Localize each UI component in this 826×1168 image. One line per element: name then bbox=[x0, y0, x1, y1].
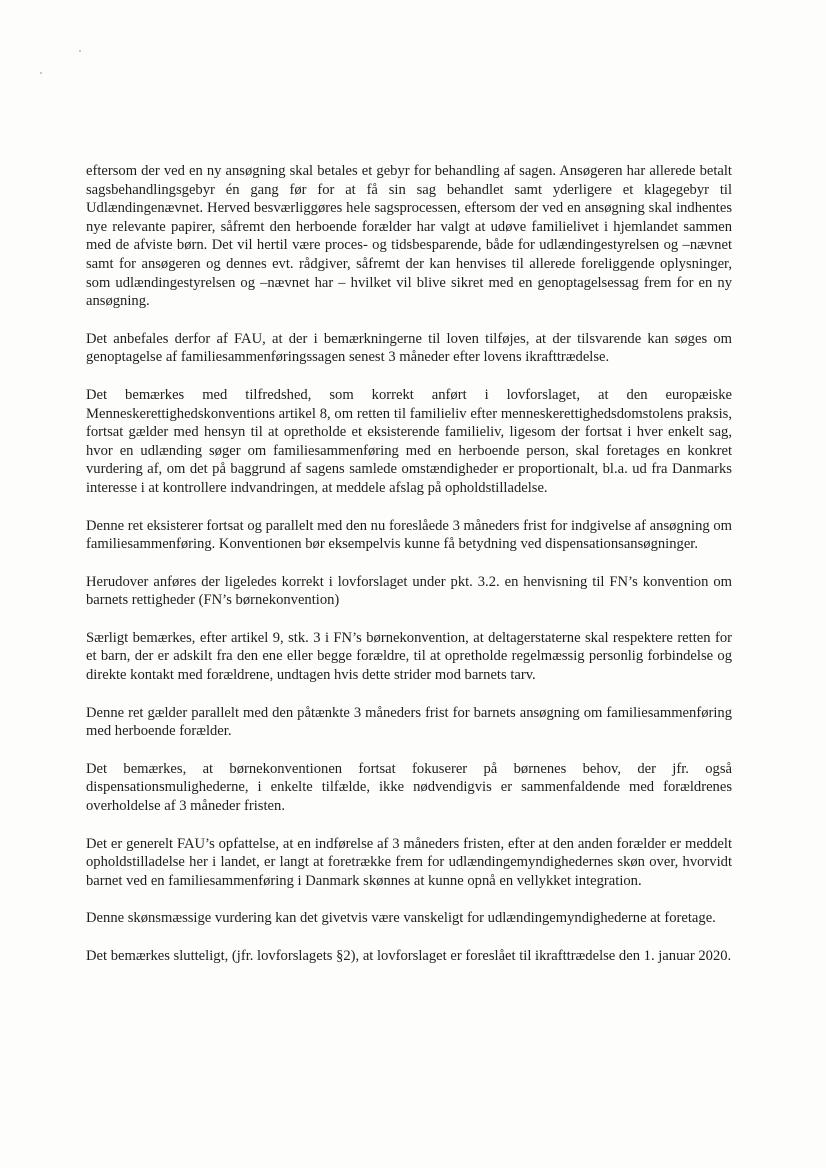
paragraph-article-9: Særligt bemærkes, efter artikel 9, stk. 3 i FN’s børnekonvention, at deltagerstaterne skal respektere retten for et barn, der er adskilt fra den ene eller begge forældre, til at opretholde regelmæssig personlig forbindelse og direkte kontakt med forældrene, undtagen hvis dette strider mod barnets tarv. bbox=[86, 629, 732, 684]
paragraph-echr-article-8: Det bemærkes med tilfredshed, som korrekt anført i lovforslaget, at den europæiske Menneskerettighedskonventions artikel 8, om retten til familieliv efter menneskerettighedsdomstolens praksis, fortsat gælder med hensyn til at opretholde et eksisterende familieliv, ligesom der fortsat i hver enkelt sag, hvor en udlænding søger om familiesammenføring med en herboende person, skal foretages en konkret vurdering af, om det på baggrund af sagens samlede omstændigheder er proportionalt, bl.a. ud fra Danmarks interesse i at kontrollere indvandringen, at meddele afslag på opholdstilladelse. bbox=[86, 386, 732, 496]
scan-speck bbox=[79, 50, 81, 52]
paragraph-un-convention: Herudover anføres der ligeledes korrekt i lovforslaget under pkt. 3.2. en henvisning til FN’s konvention om barnets rettigheder (FN’s børnekonvention) bbox=[86, 573, 732, 609]
scan-speck bbox=[40, 72, 42, 74]
paragraph-recommendation: Det anbefales derfor af FAU, at der i bemærkningerne til loven tilføjes, at der tilsvarende kan søges om genoptagelse af familiesammenføringssagen senest 3 måneder efter lovens ikrafttrædelse. bbox=[86, 330, 732, 366]
paragraph-effective-date: Det bemærkes slutteligt, (jfr. lovforslagets §2), at lovforslaget er foreslået til ikrafttrædelse den 1. januar 2020. bbox=[86, 948, 732, 964]
paragraph-assessment: Denne skønsmæssige vurdering kan det givetvis være vanskeligt for udlændingemyndighederne at foretage. bbox=[86, 910, 716, 927]
document-body bbox=[86, 162, 732, 985]
paragraph-fee-processing: eftersom der ved en ny ansøgning skal betales et gebyr for behandling af sagen. Ansøgeren har allerede betalt sagsbehandlingsgebyr én gang før for at få sin sag behandlet samt yderligere et klagegebyr til Udlændingenævnet. Herved besværliggøres hele sagsprocessen, eftersom der ved en ansøgning skal indhentes nye relevante papirer, såfremt den herboende forælder har valgt at udøve familielivet i hjemlandet sammen med de afviste børn. Det vil hertil være proces- og tidsbesparende, både for udlændingestyrelsen og –nævnet samt for ansøgeren og dennes evt. rådgiver, såfremt der kan henvises til allerede foreliggende oplysninger, som udlændingestyrelsen og –nævnet har – hvilket vil blive sikret med en genoptagelsessag frem for en ny ansøgning. bbox=[86, 163, 732, 310]
paragraph-child-needs: Det bemærkes, at børnekonventionen fortsat fokuserer på børnenes behov, der jfr. også dispensationsmulighederne, i enkelte tilfælde, ikke nødvendigvis er sammenfaldende med forældrenes overholdelse af 3 måneder fristen. bbox=[86, 760, 732, 815]
paragraph-deadline-parallel: Denne ret gælder parallelt med den påtænkte 3 måneders frist for barnets ansøgning om familiesammenføring med herboende forælder. bbox=[86, 704, 732, 740]
paragraph-parallel-right: Denne ret eksisterer fortsat og parallelt med den nu foreslåede 3 måneders frist for indgivelse af ansøgning om familiesammenføring. Konventionen bør eksempelvis kunne få betydning ved dispensationsansøgninger. bbox=[86, 517, 732, 553]
paragraph-fau-opinion: Det er generelt FAU’s opfattelse, at en indførelse af 3 måneders fristen, efter at den anden forælder er meddelt opholdstilladelse her i landet, er langt at foretrække frem for udlændingemyndighedernes skøn over, hvorvidt barnet ved en familiesammenføring i Danmark skønnes at kunne opnå en vellykket integration. bbox=[86, 835, 732, 889]
